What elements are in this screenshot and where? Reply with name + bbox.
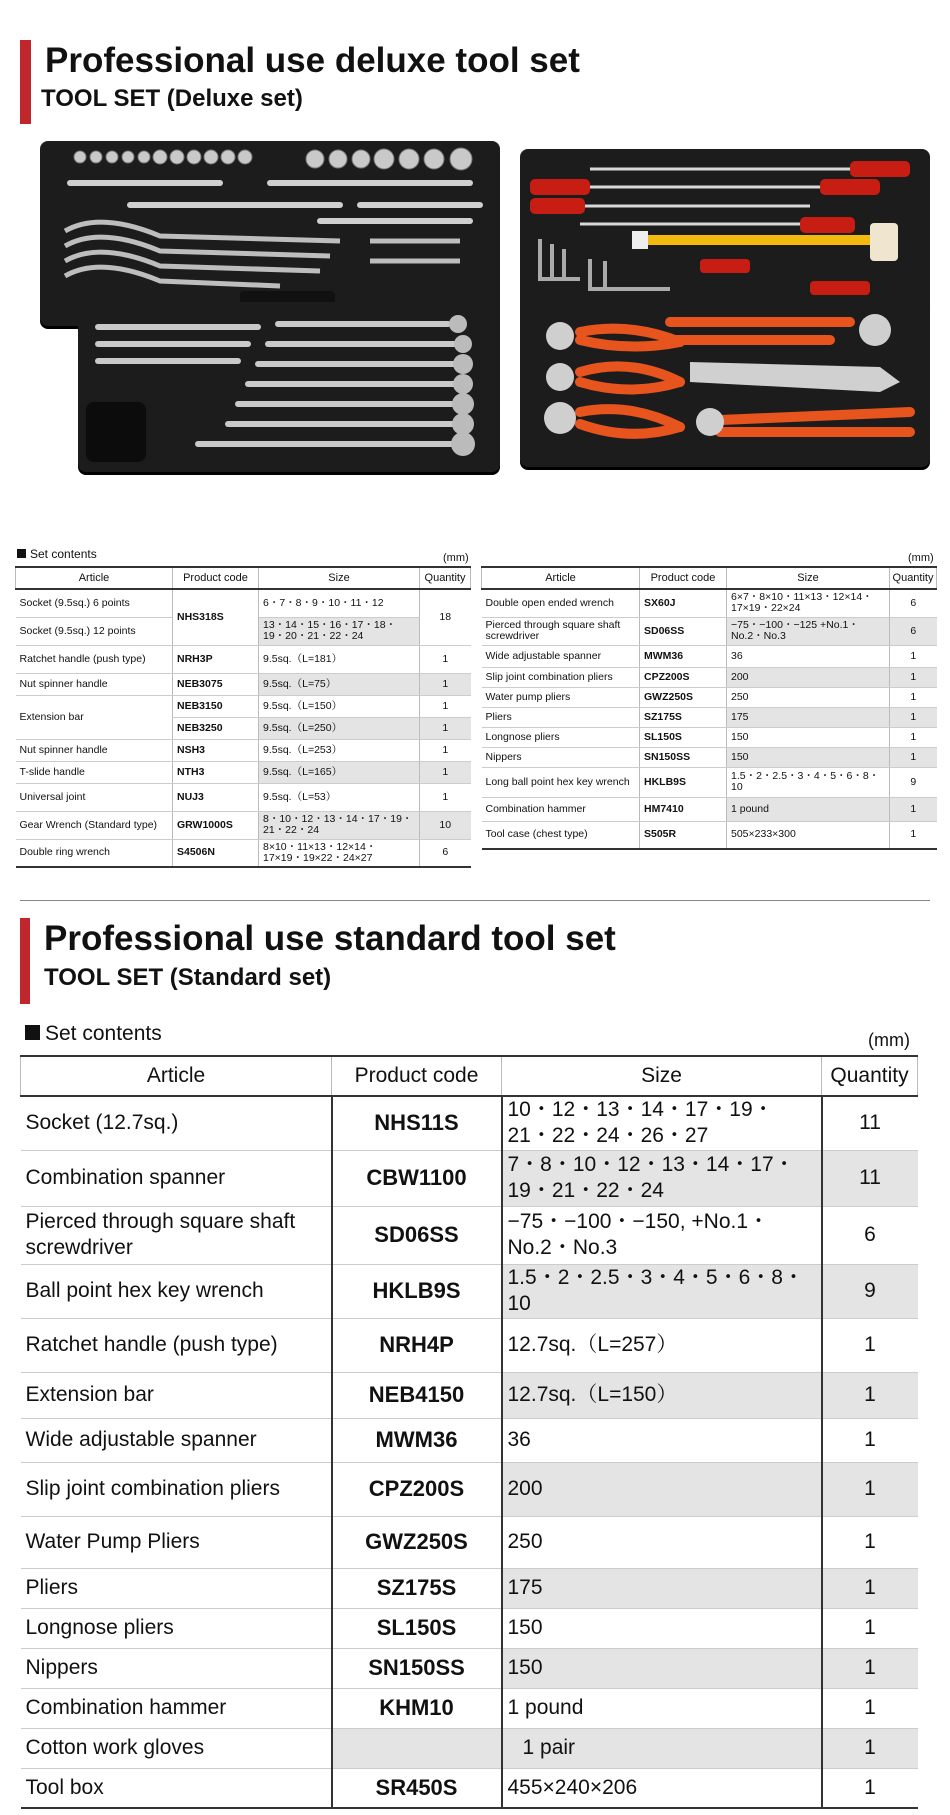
quantity-cell: 1 (822, 1768, 918, 1808)
table-row (16, 761, 471, 783)
product-code-cell: NRH4P (332, 1318, 502, 1372)
quantity-cell: 1 (822, 1568, 918, 1608)
product-code-cell: GRW1000S (173, 811, 259, 839)
table-row (16, 673, 471, 695)
article-cell: Nippers (21, 1648, 332, 1688)
quantity-cell: 10 (420, 811, 471, 839)
size-cell: 1.5・2・2.5・3・4・5・6・8・10 (727, 767, 890, 797)
article-cell: Combination hammer (21, 1688, 332, 1728)
article-cell: Extension bar (16, 695, 173, 739)
size-cell: 175 (502, 1568, 822, 1608)
article-cell: Nut spinner handle (16, 739, 173, 761)
size-cell: 1 pair (502, 1728, 822, 1768)
quantity-cell: 1 (890, 821, 937, 849)
product-code-cell: SD06SS (332, 1206, 502, 1264)
size-cell: 8・10・12・13・14・17・19・21・22・24 (259, 811, 420, 839)
deluxe-right-table (481, 566, 937, 850)
product-code-cell: GWZ250S (332, 1516, 502, 1568)
size-cell: 13・14・15・16・17・18・19・20・21・22・24 (259, 617, 420, 645)
article-cell: Wide adjustable spanner (21, 1418, 332, 1462)
size-cell: 12.7sq.（L=257） (502, 1318, 822, 1372)
product-code-cell: HKLB9S (332, 1264, 502, 1318)
article-cell: Socket (12.7sq.) (21, 1096, 332, 1150)
standard-header (20, 918, 616, 1004)
header-size: Size (259, 567, 420, 589)
article-cell: Cotton work gloves (21, 1728, 332, 1768)
article-cell: Double open ended wrench (482, 589, 640, 617)
article-cell: Ball point hex key wrench (21, 1264, 332, 1318)
tray-screwdrivers (520, 149, 930, 319)
quantity-cell: 1 (420, 783, 471, 811)
quantity-cell: 18 (420, 589, 471, 645)
article-cell: Wide adjustable spanner (482, 645, 640, 667)
article-cell: Combination hammer (482, 797, 640, 821)
header-product-code: Product code (640, 567, 727, 589)
quantity-cell: 1 (890, 707, 937, 727)
product-code-cell: S505R (640, 821, 727, 849)
tray-sockets-drawing (40, 141, 500, 326)
product-code-cell: SZ175S (640, 707, 727, 727)
table-row (16, 783, 471, 811)
article-cell: Nut spinner handle (16, 673, 173, 695)
quantity-cell: 6 (822, 1206, 918, 1264)
quantity-cell: 1 (420, 673, 471, 695)
size-cell: 1 pound (502, 1688, 822, 1728)
header-size: Size (727, 567, 890, 589)
product-code-cell: NRH3P (173, 645, 259, 673)
deluxe-left-table (15, 566, 471, 868)
product-code-cell: SX60J (640, 589, 727, 617)
tray-pliers-drawing (520, 302, 930, 467)
header-product-code: Product code (332, 1056, 502, 1096)
table-row (482, 767, 937, 797)
product-code-cell: S4506N (173, 839, 259, 867)
table-row (21, 1206, 918, 1264)
quantity-cell: 1 (822, 1372, 918, 1418)
size-cell: −75・−100・−125 +No.1・No.2・No.3 (727, 617, 890, 645)
quantity-cell: 11 (822, 1096, 918, 1150)
quantity-cell: 1 (822, 1462, 918, 1516)
tray-wrenches (78, 302, 500, 472)
product-code-cell: SL150S (640, 727, 727, 747)
article-cell: Slip joint combination pliers (21, 1462, 332, 1516)
deluxe-title: Professional use deluxe tool set (45, 41, 580, 80)
table-row (482, 727, 937, 747)
size-cell: 175 (727, 707, 890, 727)
product-code-cell: NTH3 (173, 761, 259, 783)
product-code-cell: SN150SS (332, 1648, 502, 1688)
table-row (21, 1462, 918, 1516)
table-row (482, 667, 937, 687)
quantity-cell: 1 (420, 761, 471, 783)
quantity-cell: 1 (420, 695, 471, 717)
deluxe-set-contents-label (17, 547, 97, 561)
article-cell: Pierced through square shaft screwdriver (21, 1206, 332, 1264)
size-cell: 9.5sq.（L=150） (259, 695, 420, 717)
quantity-cell: 1 (890, 797, 937, 821)
square-bullet-icon (25, 1025, 40, 1040)
product-code-cell: NHS318S (173, 589, 259, 645)
table-row (21, 1516, 918, 1568)
quantity-cell: 1 (890, 645, 937, 667)
table-row (21, 1372, 918, 1418)
product-code-cell: SD06SS (640, 617, 727, 645)
header-quantity: Quantity (822, 1056, 918, 1096)
size-cell: 6×7・8×10・11×13・12×14・17×19・22×24 (727, 589, 890, 617)
size-cell: 36 (727, 645, 890, 667)
product-code-cell: NSH3 (173, 739, 259, 761)
header-product-code: Product code (173, 567, 259, 589)
deluxe-product-photo (30, 135, 940, 535)
article-cell: Long ball point hex key wrench (482, 767, 640, 797)
size-cell: 8×10・11×13・12×14・17×19・19×22・24×27 (259, 839, 420, 867)
deluxe-header (20, 40, 580, 124)
table-row (21, 1648, 918, 1688)
set-contents-text: Set contents (45, 1022, 162, 1045)
size-cell: 200 (502, 1462, 822, 1516)
table-row (482, 797, 937, 821)
header-article: Article (21, 1056, 332, 1096)
size-cell: 200 (727, 667, 890, 687)
product-code-cell: HKLB9S (640, 767, 727, 797)
header-article: Article (482, 567, 640, 589)
quantity-cell: 1 (822, 1318, 918, 1372)
article-cell: Longnose pliers (21, 1608, 332, 1648)
product-code-cell: SN150SS (640, 747, 727, 767)
table-row (16, 695, 471, 717)
article-cell: Water Pump Pliers (21, 1516, 332, 1568)
article-cell: Ratchet handle (push type) (16, 645, 173, 673)
quantity-cell: 1 (890, 667, 937, 687)
table-row (16, 589, 471, 617)
product-code-cell: MWM36 (332, 1418, 502, 1462)
table-row (21, 1568, 918, 1608)
quantity-cell: 6 (420, 839, 471, 867)
table-row (16, 811, 471, 839)
standard-set-contents-label (25, 1022, 162, 1046)
table-row (21, 1608, 918, 1648)
set-contents-text: Set contents (30, 547, 97, 561)
table-row (21, 1688, 918, 1728)
size-cell: 9.5sq.（L=250） (259, 717, 420, 739)
quantity-cell: 1 (420, 739, 471, 761)
size-cell: 7・8・10・12・13・14・17・19・21・22・24 (502, 1150, 822, 1206)
quantity-cell: 1 (822, 1688, 918, 1728)
product-code-cell: GWZ250S (640, 687, 727, 707)
size-cell: 1 pound (727, 797, 890, 821)
product-code-cell: SZ175S (332, 1568, 502, 1608)
article-cell: Socket (9.5sq.) 6 points (16, 589, 173, 617)
product-code-cell (332, 1728, 502, 1768)
product-code-cell: CBW1100 (332, 1150, 502, 1206)
article-cell: Gear Wrench (Standard type) (16, 811, 173, 839)
tray-wrenches-drawing (78, 302, 500, 472)
size-cell: 6・7・8・9・10・11・12 (259, 589, 420, 617)
table-row (482, 707, 937, 727)
table-header-row (16, 567, 471, 589)
header-quantity: Quantity (890, 567, 937, 589)
size-cell: 150 (502, 1608, 822, 1648)
article-cell: Water pump pliers (482, 687, 640, 707)
header-size: Size (502, 1056, 822, 1096)
size-cell: 250 (502, 1516, 822, 1568)
article-cell: T-slide handle (16, 761, 173, 783)
table-row (16, 645, 471, 673)
quantity-cell: 1 (822, 1418, 918, 1462)
size-cell: 9.5sq.（L=181） (259, 645, 420, 673)
size-cell: −75・−100・−150, +No.1・No.2・No.3 (502, 1206, 822, 1264)
product-code-cell: CPZ200S (640, 667, 727, 687)
deluxe-subtitle: TOOL SET (Deluxe set) (41, 85, 303, 112)
article-cell: Universal joint (16, 783, 173, 811)
product-code-cell: SL150S (332, 1608, 502, 1648)
article-cell: Pliers (21, 1568, 332, 1608)
size-cell: 1.5・2・2.5・3・4・5・6・8・10 (502, 1264, 822, 1318)
size-cell: 9.5sq.（L=75） (259, 673, 420, 695)
deluxe-right-unit: (mm) (908, 552, 934, 564)
standard-subtitle: TOOL SET (Standard set) (44, 964, 332, 991)
header-article: Article (16, 567, 173, 589)
size-cell: 9.5sq.（L=53） (259, 783, 420, 811)
article-cell: Longnose pliers (482, 727, 640, 747)
article-cell: Combination spanner (21, 1150, 332, 1206)
product-code-cell: SR450S (332, 1768, 502, 1808)
table-row (482, 747, 937, 767)
size-cell: 150 (727, 747, 890, 767)
size-cell: 10・12・13・14・17・19・21・22・24・26・27 (502, 1096, 822, 1150)
standard-title: Professional use standard tool set (44, 919, 616, 958)
table-row (482, 645, 937, 667)
table-row (482, 687, 937, 707)
size-cell: 150 (727, 727, 890, 747)
size-cell: 455×240×206 (502, 1768, 822, 1808)
quantity-cell: 1 (420, 717, 471, 739)
article-cell: Ratchet handle (push type) (21, 1318, 332, 1372)
table-row (21, 1318, 918, 1372)
quantity-cell: 1 (420, 645, 471, 673)
article-cell: Double ring wrench (16, 839, 173, 867)
quantity-cell: 9 (890, 767, 937, 797)
product-code-cell: KHM10 (332, 1688, 502, 1728)
table-header-row (21, 1056, 918, 1096)
product-code-cell: NEB3075 (173, 673, 259, 695)
table-row (482, 617, 937, 645)
quantity-cell: 1 (890, 687, 937, 707)
quantity-cell: 1 (822, 1648, 918, 1688)
size-cell: 36 (502, 1418, 822, 1462)
tray-pliers (520, 302, 930, 467)
size-cell: 150 (502, 1648, 822, 1688)
table-row (21, 1096, 918, 1150)
quantity-cell: 11 (822, 1150, 918, 1206)
tray-sockets (40, 141, 500, 326)
header-quantity: Quantity (420, 567, 471, 589)
size-cell: 505×233×300 (727, 821, 890, 849)
product-code-cell: MWM36 (640, 645, 727, 667)
table-row (21, 1418, 918, 1462)
article-cell: Socket (9.5sq.) 12 points (16, 617, 173, 645)
table-header-row (482, 567, 937, 589)
article-cell: Nippers (482, 747, 640, 767)
product-code-cell: NHS11S (332, 1096, 502, 1150)
quantity-cell: 1 (890, 747, 937, 767)
table-row (16, 739, 471, 761)
product-code-cell: CPZ200S (332, 1462, 502, 1516)
tray-screwdrivers-drawing (520, 149, 930, 319)
standard-unit: (mm) (868, 1030, 910, 1050)
article-cell: Extension bar (21, 1372, 332, 1418)
article-cell: Tool case (chest type) (482, 821, 640, 849)
product-code-cell: NEB3250 (173, 717, 259, 739)
quantity-cell: 1 (890, 727, 937, 747)
table-row (482, 589, 937, 617)
table-row (16, 839, 471, 867)
table-row (21, 1728, 918, 1768)
product-code-cell: HM7410 (640, 797, 727, 821)
product-code-cell: NEB4150 (332, 1372, 502, 1418)
article-cell: Slip joint combination pliers (482, 667, 640, 687)
product-code-cell: NUJ3 (173, 783, 259, 811)
size-cell: 9.5sq.（L=165） (259, 761, 420, 783)
quantity-cell: 1 (822, 1608, 918, 1648)
table-row (482, 821, 937, 849)
quantity-cell: 6 (890, 617, 937, 645)
standard-table (20, 1055, 918, 1809)
table-row (21, 1264, 918, 1318)
table-row (21, 1150, 918, 1206)
article-cell: Pierced through square shaft screwdriver (482, 617, 640, 645)
quantity-cell: 1 (822, 1516, 918, 1568)
size-cell: 12.7sq.（L=150） (502, 1372, 822, 1418)
product-code-cell: NEB3150 (173, 695, 259, 717)
article-cell: Pliers (482, 707, 640, 727)
quantity-cell: 1 (822, 1728, 918, 1768)
size-cell: 9.5sq.（L=253） (259, 739, 420, 761)
size-cell: 250 (727, 687, 890, 707)
square-bullet-icon (17, 549, 26, 558)
quantity-cell: 6 (890, 589, 937, 617)
quantity-cell: 9 (822, 1264, 918, 1318)
deluxe-left-unit: (mm) (443, 552, 469, 564)
section-divider (20, 900, 930, 901)
table-row (21, 1768, 918, 1808)
article-cell: Tool box (21, 1768, 332, 1808)
